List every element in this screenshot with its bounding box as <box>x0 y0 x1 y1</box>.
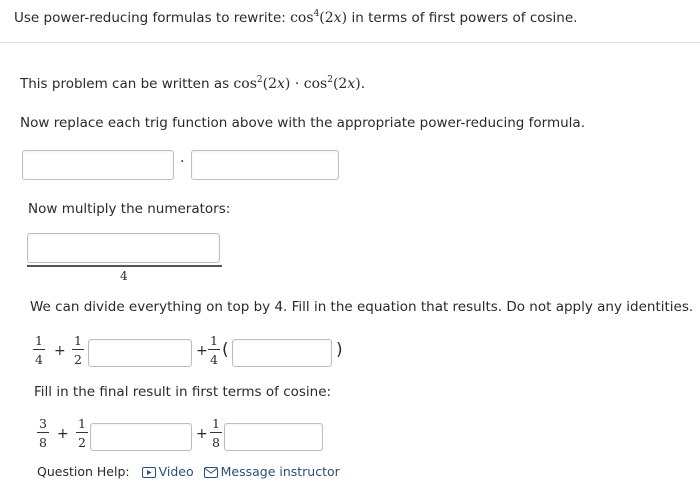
step4-input-2[interactable] <box>232 339 332 367</box>
step5-fraction-3: 1 8 <box>210 416 222 450</box>
plus-sign: + <box>57 426 69 442</box>
video-link[interactable]: Video <box>142 464 198 479</box>
question-help <box>37 464 340 479</box>
step5-text: Fill in the final result in first terms of cosine: <box>34 384 332 400</box>
plus-sign: + <box>196 426 208 442</box>
multiply-dot: · <box>180 154 185 170</box>
denominator-label: 4 <box>120 269 128 283</box>
close-paren: ) <box>336 340 343 360</box>
step2-text: Now replace each trig function above with the appropriate power-reducing formula. <box>20 115 585 131</box>
help-label: Question Help: <box>37 464 130 479</box>
step4-input-1[interactable] <box>88 339 192 367</box>
problem-expression: $\cos^4(2x)$ <box>290 9 348 26</box>
fraction-bar <box>27 265 222 267</box>
problem-suffix: in terms of first powers of cosine. <box>351 10 578 26</box>
step1-expression: $\cos^2(2x) \cdot \cos^2(2x)$. <box>233 75 366 92</box>
problem-statement <box>14 10 577 26</box>
step4-fraction-1: 1 4 <box>33 333 45 367</box>
plus-sign: + <box>196 343 208 359</box>
step3-text: Now multiply the numerators: <box>28 201 231 217</box>
numerator-input[interactable] <box>27 233 220 263</box>
problem-prefix: Use power-reducing formulas to rewrite: <box>14 10 286 26</box>
play-icon <box>142 467 156 478</box>
step4-text: We can divide everything on top by 4. Fill in the equation that results. Do not apply any identities. <box>30 299 694 315</box>
step5-fraction-2: 1 2 <box>76 416 88 450</box>
step4-fraction-3: 1 4 <box>208 333 220 367</box>
formula-input-2[interactable] <box>191 150 339 180</box>
step5-input-1[interactable] <box>90 423 192 451</box>
plus-sign: + <box>54 343 66 359</box>
message-instructor-link[interactable]: Message instructor <box>204 464 340 479</box>
step5-fraction-1: 3 8 <box>37 416 49 450</box>
step5-input-2[interactable] <box>224 423 323 451</box>
step4-fraction-2: 1 2 <box>72 333 84 367</box>
open-paren: ( <box>222 340 229 360</box>
envelope-icon <box>204 467 218 478</box>
step1-text: This problem can be written as $\cos^2(2x) \cdot \cos^2(2x)$. <box>20 75 366 92</box>
header-divider <box>0 42 700 43</box>
formula-input-1[interactable] <box>22 150 174 180</box>
